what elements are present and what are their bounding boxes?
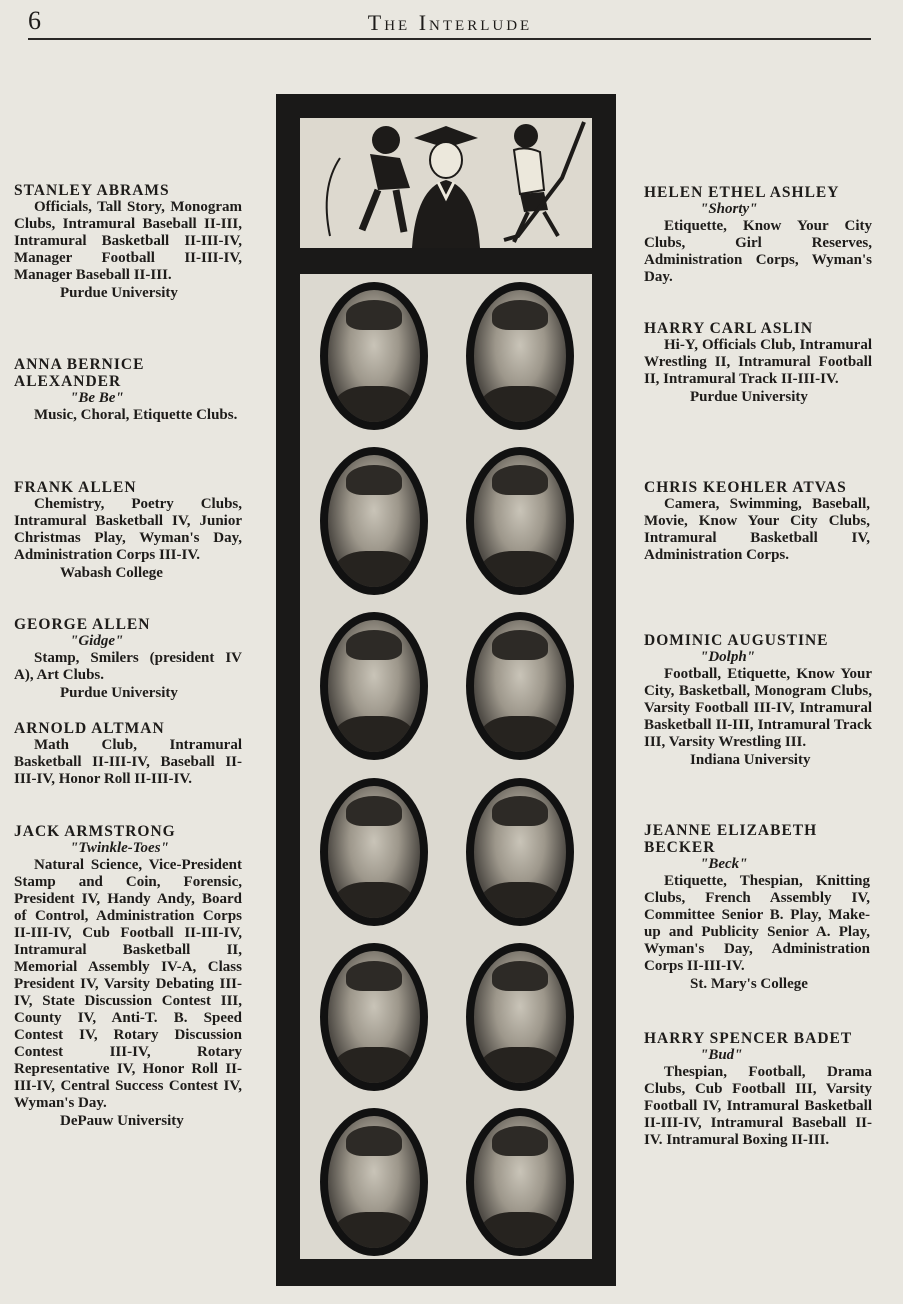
senior-entry <box>644 632 872 769</box>
senior-entry <box>14 616 242 702</box>
portrait-photo <box>320 943 428 1091</box>
senior-name: FRANK ALLEN <box>14 479 137 496</box>
senior-name: STANLEY ABRAMS <box>14 182 170 199</box>
sports-illustration <box>300 118 592 248</box>
portrait-photo <box>466 612 574 760</box>
senior-name: JACK ARMSTRONG <box>14 823 176 840</box>
senior-nickname: "Shorty" <box>700 201 758 217</box>
senior-nickname: "Bud" <box>700 1047 743 1063</box>
senior-college: St. Mary's College <box>690 976 808 992</box>
senior-college: Wabash College <box>60 565 163 581</box>
senior-entry <box>14 182 242 302</box>
senior-name: HARRY SPENCER BADET <box>644 1030 853 1047</box>
senior-entry <box>644 479 870 564</box>
portrait-grid <box>300 274 592 1259</box>
senior-name: HARRY CARL ASLIN <box>644 320 814 337</box>
illustration-banner <box>300 118 592 248</box>
senior-name: GEORGE ALLEN <box>14 616 151 633</box>
header-rule <box>28 38 871 40</box>
senior-activities: Natural Science, Vice-President Stamp and Coin, Forensic, President IV, Handy Andy, Board of Control, Administration Corps II-III-IV, Cub Football II-III-IV, Intramural Basketball II, Memorial Assembly IV-A, Class President IV, Varsity Debating III-IV, State Discussion Contest III, County IV, Anti-T. B. Speed Contest IV, Rotary Discussion Contest III-IV, Rotary Representative IV, Honor Roll II-III-IV, Central Success Contest IV, Wyman's Day. <box>14 857 242 1111</box>
portrait-photo <box>466 778 574 926</box>
senior-entry <box>644 822 870 993</box>
senior-activities: Stamp, Smilers (president IV A), Art Clubs. <box>14 650 242 683</box>
senior-entry <box>14 823 242 1130</box>
portrait-photo <box>466 447 574 595</box>
portrait-photo <box>466 282 574 430</box>
senior-entry <box>14 356 244 424</box>
senior-name: JEANNE ELIZABETH BECKER <box>644 822 818 856</box>
photo-panel <box>276 94 616 1286</box>
senior-name: ANNA BERNICE ALEXANDER <box>14 356 145 390</box>
senior-name: DOMINIC AUGUSTINE <box>644 632 829 649</box>
senior-name: CHRIS KEOHLER ATVAS <box>644 479 847 496</box>
senior-college: Purdue University <box>690 389 808 405</box>
senior-nickname: "Twinkle-Toes" <box>70 840 169 856</box>
portrait-photo <box>320 447 428 595</box>
running-title: The Interlude <box>367 10 533 35</box>
portrait-photo <box>320 778 428 926</box>
senior-entry <box>644 184 872 286</box>
page-number: 6 <box>28 6 41 35</box>
senior-activities: Etiquette, Thespian, Knitting Clubs, French Assembly IV, Committee Senior B. Play, Make-up and Publicity Senior A. Play, Wyman's Day, Administration Corps II-III-IV. <box>644 873 870 974</box>
portrait-photo <box>466 943 574 1091</box>
senior-activities: Math Club, Intramural Basketball II-III-IV, Baseball II-III-IV, Honor Roll II-III-IV. <box>14 737 242 787</box>
senior-entry <box>14 720 242 788</box>
senior-activities: Camera, Swimming, Baseball, Movie, Know Your City Clubs, Intramural Basketball IV, Administration Corps. <box>644 496 870 563</box>
portrait-photo <box>320 1108 428 1256</box>
senior-entry <box>14 479 242 582</box>
senior-college: Indiana University <box>690 752 811 768</box>
senior-college: DePauw University <box>60 1113 184 1129</box>
portrait-photo <box>320 612 428 760</box>
senior-activities: Etiquette, Know Your City Clubs, Girl Reserves, Administration Corps, Wyman's Day. <box>644 218 872 285</box>
senior-entry <box>644 1030 872 1149</box>
senior-activities: Officials, Tall Story, Monogram Clubs, Intramural Baseball II-III, Intramural Basketball II-III-IV, Manager Football II-III-IV, Manager Baseball II-III. <box>14 199 242 283</box>
senior-activities: Thespian, Football, Drama Clubs, Cub Football III, Varsity Football IV, Intramural Basketball II-III-IV, Intramural Baseball II-IV. Intramural Boxing II-III. <box>644 1064 872 1148</box>
senior-nickname: "Beck" <box>700 856 748 872</box>
senior-activities: Hi-Y, Officials Club, Intramural Wrestling II, Intramural Football II, Intramural Track II-III-IV. <box>644 337 872 387</box>
senior-nickname: "Gidge" <box>70 633 124 649</box>
senior-name: HELEN ETHEL ASHLEY <box>644 184 840 201</box>
portrait-photo <box>466 1108 574 1256</box>
senior-entry <box>644 320 872 406</box>
senior-college: Purdue University <box>60 285 178 301</box>
senior-activities: Music, Choral, Etiquette Clubs. <box>34 407 238 423</box>
senior-activities: Chemistry, Poetry Clubs, Intramural Basketball IV, Junior Christmas Play, Wyman's Day, Administration Corps III-IV. <box>14 496 242 563</box>
portrait-photo <box>320 282 428 430</box>
senior-nickname: "Be Be" <box>70 390 124 406</box>
senior-college: Purdue University <box>60 685 178 701</box>
senior-nickname: "Dolph" <box>700 649 755 665</box>
senior-name: ARNOLD ALTMAN <box>14 720 165 737</box>
senior-activities: Football, Etiquette, Know Your City, Basketball, Monogram Clubs, Varsity Football III-IV, Intramural Basketball II-III, Intramural Track III, Varsity Wrestling III. <box>644 666 872 750</box>
